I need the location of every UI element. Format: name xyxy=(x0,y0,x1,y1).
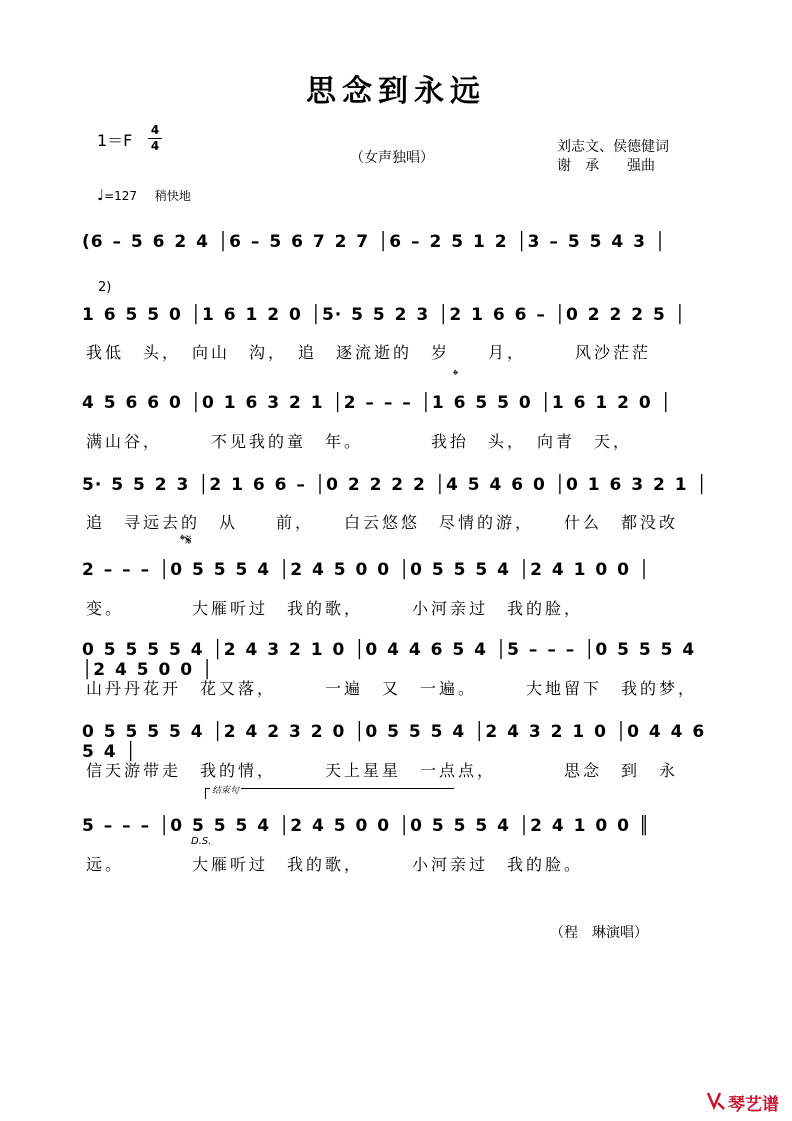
time-signature xyxy=(148,124,162,153)
coda-icon: 𝄌 xyxy=(453,366,459,384)
tempo-text: 稍快地 xyxy=(154,189,191,203)
tempo-marking xyxy=(97,186,191,204)
notation-line: 0 5 5 5 5 4 │2 4 3 2 1 0 │0 4 4 6 5 4 │5 – – – │0 5 5 5 4 │2 4 5 0 0 │ xyxy=(82,640,696,680)
quarter-note-icon: ♩ xyxy=(97,186,105,204)
notation-line: 5 – – – │0 5 5 5 4 │2 4 5 0 0 │0 5 5 5 4 │2 4 1 0 0 ║ xyxy=(82,816,651,836)
lyrics-line: 追 寻远去的 从 前， 白云悠悠 尽情的游， 什么 都没改 xyxy=(86,513,679,532)
key-signature: 1＝F xyxy=(97,131,133,150)
time-signature-bottom: 4 xyxy=(150,139,160,153)
lyrics-line: 变。 大雁听过 我的歌， 小河亲过 我的脸， xyxy=(86,599,584,618)
tempo-bpm: =127 xyxy=(104,189,138,203)
notation-line: (6 – 5 6 2 4 │6 – 5 6 7 2 7 │6 – 2 5 1 2 │3 – 5 5 4 3 │ xyxy=(82,232,667,252)
composer-credit: 谢 承 强曲 xyxy=(557,158,655,174)
notation-line: 1 6 5 5 0 │1 6 1 2 0 │5· 5 5 2 3 │2 1 6 6 – │0 2 2 2 5 │ xyxy=(82,305,686,325)
repeat-ending-mark: 2) xyxy=(98,280,112,295)
credits xyxy=(557,138,669,176)
subtitle: （女声独唱） xyxy=(350,150,434,166)
site-logo xyxy=(706,1089,786,1113)
dal-segno-mark: D.S. xyxy=(191,836,212,847)
logo-mark-icon xyxy=(706,1089,726,1111)
logo-text: 琴艺谱 xyxy=(728,1095,779,1115)
coda-icon: 𝄌 xyxy=(180,531,186,549)
lyrics-line: 满山谷， 不见我的童 年。 我抬 头， 向青 天， xyxy=(86,432,633,451)
notation-line: 5· 5 5 2 3 │2 1 6 6 – │0 2 2 2 2 │4 5 4 6 0 │0 1 6 3 2 1 │ xyxy=(82,475,708,495)
song-title: 思念到永远 xyxy=(306,74,486,109)
lyrics-line: 信天游带走 我的情， 天上星星 一点点， 思念 到 永 xyxy=(86,761,679,780)
time-signature-top: 4 xyxy=(150,123,160,137)
lyrics-line: 远。 大雁听过 我的歌， 小河亲过 我的脸。 xyxy=(86,855,584,874)
notation-line: 2 – – – │0 5 5 5 4 │2 4 5 0 0 │0 5 5 5 4 │2 4 1 0 0 │ xyxy=(82,560,651,580)
segno-icon: 𝄋 xyxy=(185,531,192,549)
ending-bracket-label: 结束句 xyxy=(210,783,241,796)
ending-bracket xyxy=(205,788,454,799)
notation-line: 4 5 6 6 0 │0 1 6 3 2 1 │2 – – – │1 6 5 5 0 │1 6 1 2 0 │ xyxy=(82,393,672,413)
lyrics-line: 我低 头， 向山 沟， 追 逐流逝的 岁 月， 风沙茫茫 xyxy=(86,343,652,362)
coda-segno-icon xyxy=(180,531,192,549)
lyricist-credit: 刘志文、侯德健词 xyxy=(557,139,669,155)
performer-credit: （程 琳演唱） xyxy=(550,925,648,941)
notation-line: 0 5 5 5 5 4 │2 4 2 3 2 0 │0 5 5 5 4 │2 4 3 2 1 0 │0 4 4 6 5 4 │ xyxy=(82,722,706,762)
lyrics-line: 山丹丹花开 花又落， 一遍 又 一遍。 大地留下 我的梦， xyxy=(86,679,698,698)
